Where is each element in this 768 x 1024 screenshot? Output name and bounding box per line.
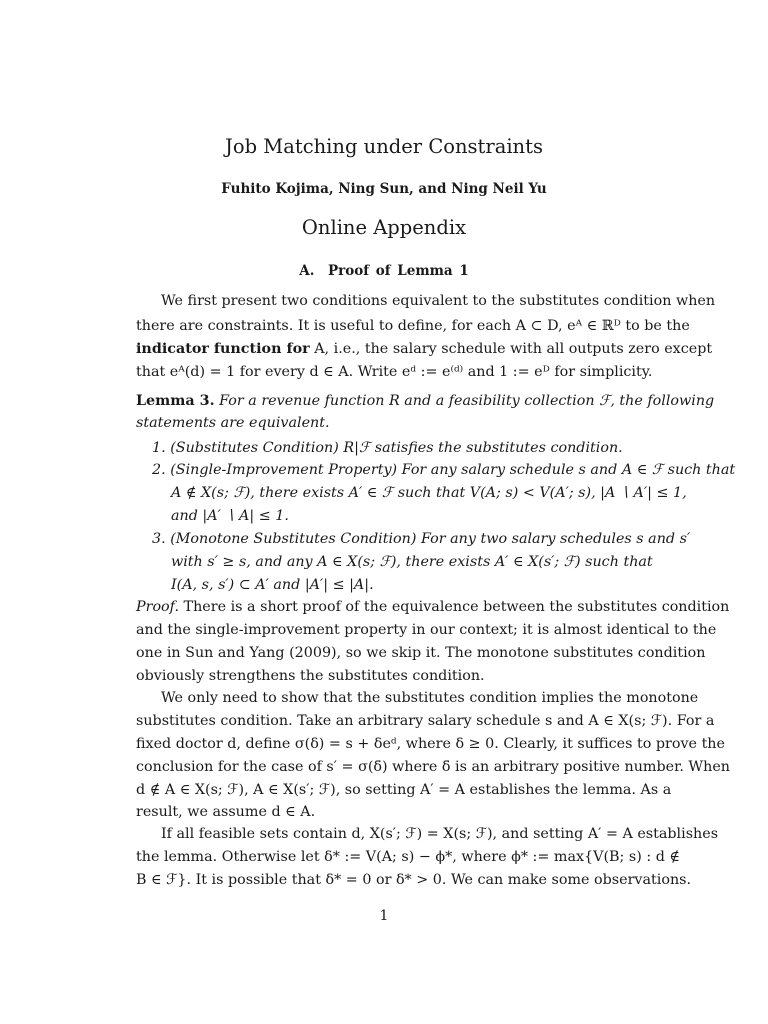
lemma-label: Lemma 3.: [136, 393, 215, 409]
item-2-line-2: A ∉ X(s; ℱ), there exists A′ ∈ ℱ such that V(A; s) < V(A′; s), |A ∖ A′| ≤ 1,: [171, 485, 687, 501]
para2-line-4: conclusion for the case of s′ = σ(δ̄) where δ̄ is an arbitrary positive number. When: [136, 759, 730, 775]
page-number: 1: [379, 908, 389, 924]
para1-line-1: We first present two conditions equivalent to the substitutes condition when: [161, 293, 716, 309]
item-2-number: 2.: [152, 462, 166, 478]
section-heading: A. Proof of Lemma 1: [299, 263, 469, 279]
appendix-title: Online Appendix: [301, 216, 467, 239]
proof-line-1: [136, 597, 730, 617]
proof-label: Proof.: [136, 599, 179, 615]
para1-line-4: that eᴬ(d) = 1 for every d ∈ A. Write eᵈ := e⁽ᵈ⁾ and 1 := eᴰ for simplicity.: [136, 364, 653, 380]
paper-title: Job Matching under Constraints: [225, 135, 543, 158]
item-3-line-3: I(A, s, s′) ⊂ A′ and |A′| ≤ |A|.: [171, 577, 374, 593]
proof-line-3: one in Sun and Yang (2009), so we skip it. The monotone substitutes condition: [136, 645, 706, 661]
para1-line-2: there are constraints. It is useful to define, for each A ⊂ D, eᴬ ∈ ℝᴰ to be the: [136, 318, 690, 334]
item-3-number: 3.: [152, 531, 166, 547]
para2-line-6: result, we assume d ∈ A.: [136, 804, 316, 820]
item-3-line-1: (Monotone Substitutes Condition) For any two salary schedules s and s′: [170, 531, 691, 547]
item-1-number: 1.: [152, 440, 166, 456]
para2-line-5: d ∉ A ∈ X(s; ℱ), A ∈ X(s′; ℱ), so setting A′ = A establishes the lemma. As a: [136, 782, 672, 798]
lemma-line-2: statements are equivalent.: [136, 415, 330, 431]
proof-line-1-text: There is a short proof of the equivalence between the substitutes condition: [183, 599, 730, 615]
para3-line-1: If all feasible sets contain d, X(s′; ℱ) = X(s; ℱ), and setting A′ = A establishes: [161, 826, 719, 842]
proof-line-2: and the single-improvement property in our context; it is almost identical to the: [136, 622, 717, 638]
para3-line-3: B ∈ ℱ}. It is possible that δ* = 0 or δ* > 0. We can make some observations.: [136, 872, 692, 888]
para3-line-2: the lemma. Otherwise let δ* := V(A; s) − ϕ*, where ϕ* := max{V(B; s) : d ∉: [136, 849, 680, 865]
para1-bold-term: indicator function for: [136, 341, 310, 357]
lemma-item-3: [152, 529, 691, 549]
item-2-line-3: and |A′ ∖ A| ≤ 1.: [171, 508, 289, 524]
para1-line-3: [136, 339, 713, 359]
lemma-item-1: [152, 438, 633, 458]
proof-line-4: obviously strengthens the substitutes condition.: [136, 668, 485, 684]
lemma-item-2: [152, 460, 736, 480]
lemma-text-1: For a revenue function R and a feasibility collection ℱ, the following: [219, 393, 715, 409]
item-3-line-2: with s′ ≥ s, and any A ∈ X(s; ℱ), there exists A′ ∈ X(s′; ℱ) such that: [171, 554, 653, 570]
para2-line-1: We only need to show that the substitutes condition implies the monotone: [161, 690, 699, 706]
para2-line-3: fixed doctor d, define σ(δ) = s + δeᵈ, where δ ≥ 0. Clearly, it suffices to prove the: [136, 736, 725, 752]
para2-line-2: substitutes condition. Take an arbitrary salary schedule s and A ∈ X(s; ℱ). For a: [136, 713, 715, 729]
para1-line-3-rest: A, i.e., the salary schedule with all outputs zero except: [309, 341, 713, 357]
paper-authors: Fuhito Kojima, Ning Sun, and Ning Neil Yu: [221, 181, 547, 197]
lemma-line-1: [136, 391, 715, 411]
item-1-line-1: (Substitutes Condition) R|ℱ satisfies the substitutes condition.: [170, 440, 623, 456]
item-2-line-1: (Single-Improvement Property) For any salary schedule s and A ∈ ℱ such that: [170, 462, 736, 478]
